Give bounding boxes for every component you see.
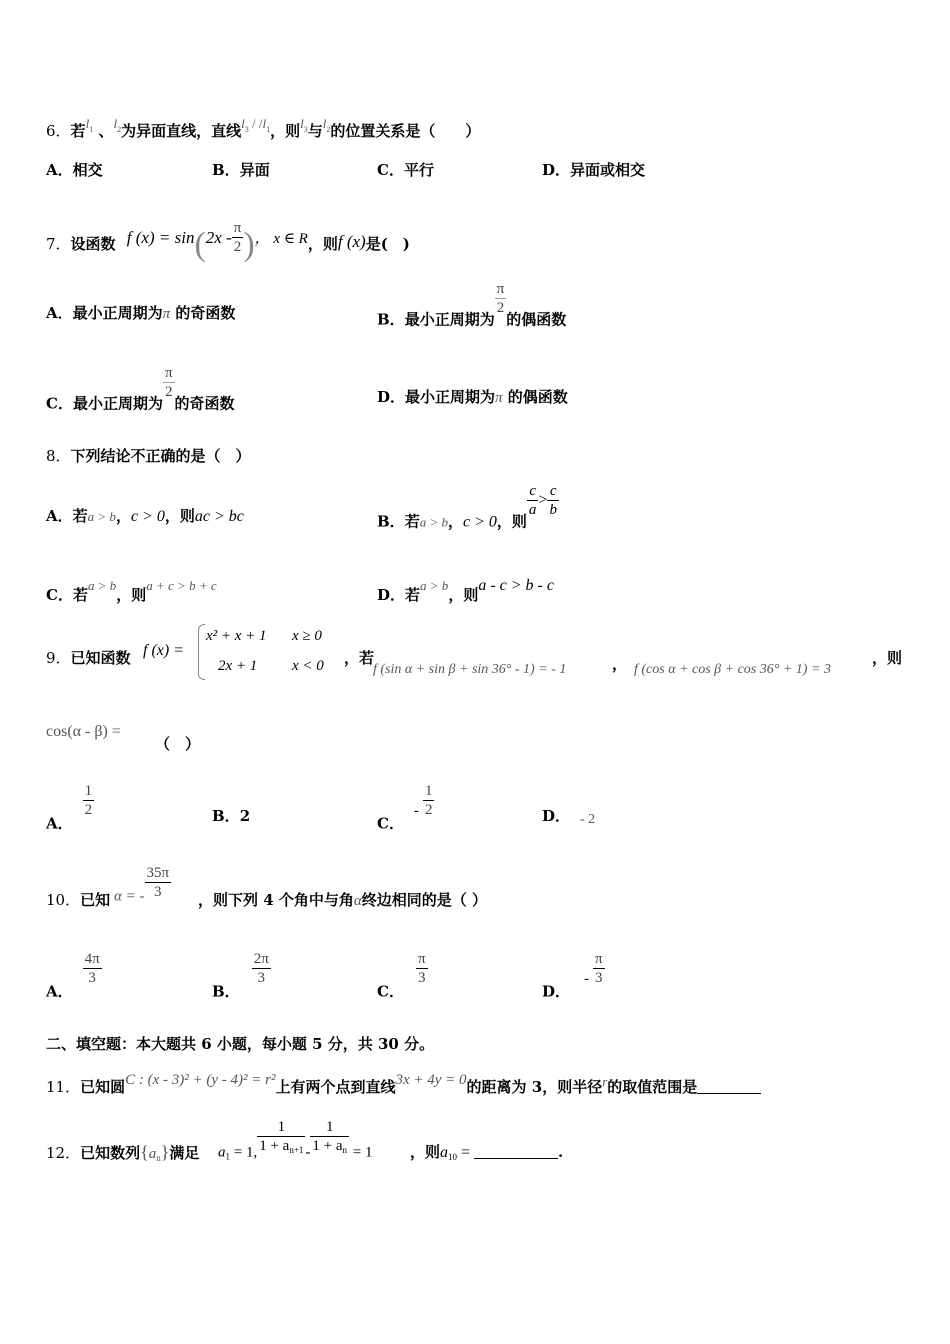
alpha-definition: α = - $\frac{35\pi}{3}$ bbox=[114, 865, 170, 905]
question-8-option-c[interactable]: C．若a > b，则a + c > b + c bbox=[46, 578, 217, 604]
question-11-stem: 11．已知圆C : (x - 3)² + (y - 4)² = r²上有两个点到直线3x + 4y = 0的距离为 3，则半径r的取值范围是 bbox=[46, 1070, 761, 1097]
question-8-stem: 8．下列结论不正确的是（ ） bbox=[46, 447, 251, 465]
question-8-option-b[interactable]: B．若a > b，c > 0，则 $\frac{c}{a}$ > $\frac{c}{b}$ bbox=[377, 483, 557, 531]
question-9-paren: （ ） bbox=[155, 735, 201, 753]
question-7-option-a[interactable]: A．最小正周期为π 的奇函数 bbox=[46, 304, 236, 322]
question-6-stem: 6．若$l^1$ 、$l^2$为异面直线，直线$l^3 / /l^1$，则$l^3$与$l^2$的位置关系是（ ） bbox=[46, 116, 481, 140]
case-1-condition: x ≥ 0 bbox=[292, 628, 322, 644]
question-6-option-d[interactable]: D．异面或相交 bbox=[542, 161, 646, 179]
answer-blank-12[interactable] bbox=[474, 1144, 558, 1159]
question-9-option-a[interactable]: A． $\frac{1}{2}$ bbox=[46, 783, 93, 833]
question-7-option-b[interactable]: B．最小正周期为 $\frac{\pi}{2}$ 的偶函数 bbox=[377, 281, 567, 329]
condition-eq-1: f (sin α + sin β + sin 36° - 1) = - 1 bbox=[373, 662, 567, 677]
case-2: 2x + 1 bbox=[218, 658, 258, 674]
question-10-stem-rest: ，则下列 4 个角中与角α终边相同的是（ ） bbox=[198, 891, 487, 909]
question-9-comma: ， bbox=[612, 655, 628, 673]
case-2-condition: x < 0 bbox=[292, 658, 324, 674]
question-10-option-b[interactable]: B． $\frac{2\pi}{3}$ bbox=[212, 951, 269, 1001]
question-9-stem: 9．已知函数 bbox=[46, 649, 131, 667]
piecewise-brace bbox=[198, 624, 205, 680]
question-9-function: f (x) = bbox=[143, 642, 184, 659]
question-6-option-b[interactable]: B．异面 bbox=[212, 161, 270, 179]
question-12-ask: ，则$a_{10}$ = . bbox=[410, 1143, 564, 1162]
question-12-condition: $a_1 = 1$, $\frac{1}{1 + a_{n+1}}$ - $\frac{1}{1 + a_n}$ = 1 bbox=[218, 1119, 373, 1162]
question-10-option-a[interactable]: A． $\frac{4\pi}{3}$ bbox=[46, 951, 100, 1001]
question-9-option-d[interactable]: D． - 2 bbox=[542, 807, 596, 827]
question-9-option-b[interactable]: B．2 bbox=[212, 807, 251, 825]
question-12-stem: 12．已知数列$\{a_n\}$满足 bbox=[46, 1142, 200, 1163]
question-6-option-c[interactable]: C．平行 bbox=[377, 161, 434, 179]
question-7-option-c[interactable]: C．最小正周期为 $\frac{\pi}{2}$ 的奇函数 bbox=[46, 365, 235, 413]
question-10-option-c[interactable]: C． $\frac{\pi}{3}$ bbox=[377, 951, 426, 1001]
question-6-option-a[interactable]: A．相交 bbox=[46, 161, 103, 179]
question-9-then: ，则 bbox=[872, 649, 903, 667]
question-8-option-d[interactable]: D．若a > b，则a - c > b - c bbox=[377, 577, 554, 604]
question-10-option-d[interactable]: D．- $\frac{\pi}{3}$ bbox=[542, 951, 603, 1001]
question-9-target: cos(α - β) = bbox=[46, 723, 121, 740]
question-7-option-d[interactable]: D．最小正周期为π 的偶函数 bbox=[377, 388, 568, 406]
question-10-stem: 10．已知 bbox=[46, 891, 111, 909]
question-8-option-a[interactable]: A．若a > b，c > 0，则ac > bc bbox=[46, 507, 244, 525]
question-9-if: ，若 bbox=[344, 649, 375, 667]
question-9-option-c[interactable]: C．- $\frac{1}{2}$ bbox=[377, 783, 433, 833]
section-2-title: 二、填空题：本大题共 6 小题，每小题 5 分，共 30 分。 bbox=[46, 1035, 435, 1053]
condition-eq-2: f (cos α + cos β + cos 36° + 1) = 3 bbox=[634, 662, 831, 677]
question-7-stem: 7．设函数 f (x) = sin(2x - $\frac{\pi}{2}$ )， x ∈ R，则f (x)是( ) bbox=[46, 220, 410, 263]
answer-blank-11[interactable] bbox=[697, 1079, 761, 1094]
case-1: x² + x + 1 bbox=[206, 628, 267, 644]
